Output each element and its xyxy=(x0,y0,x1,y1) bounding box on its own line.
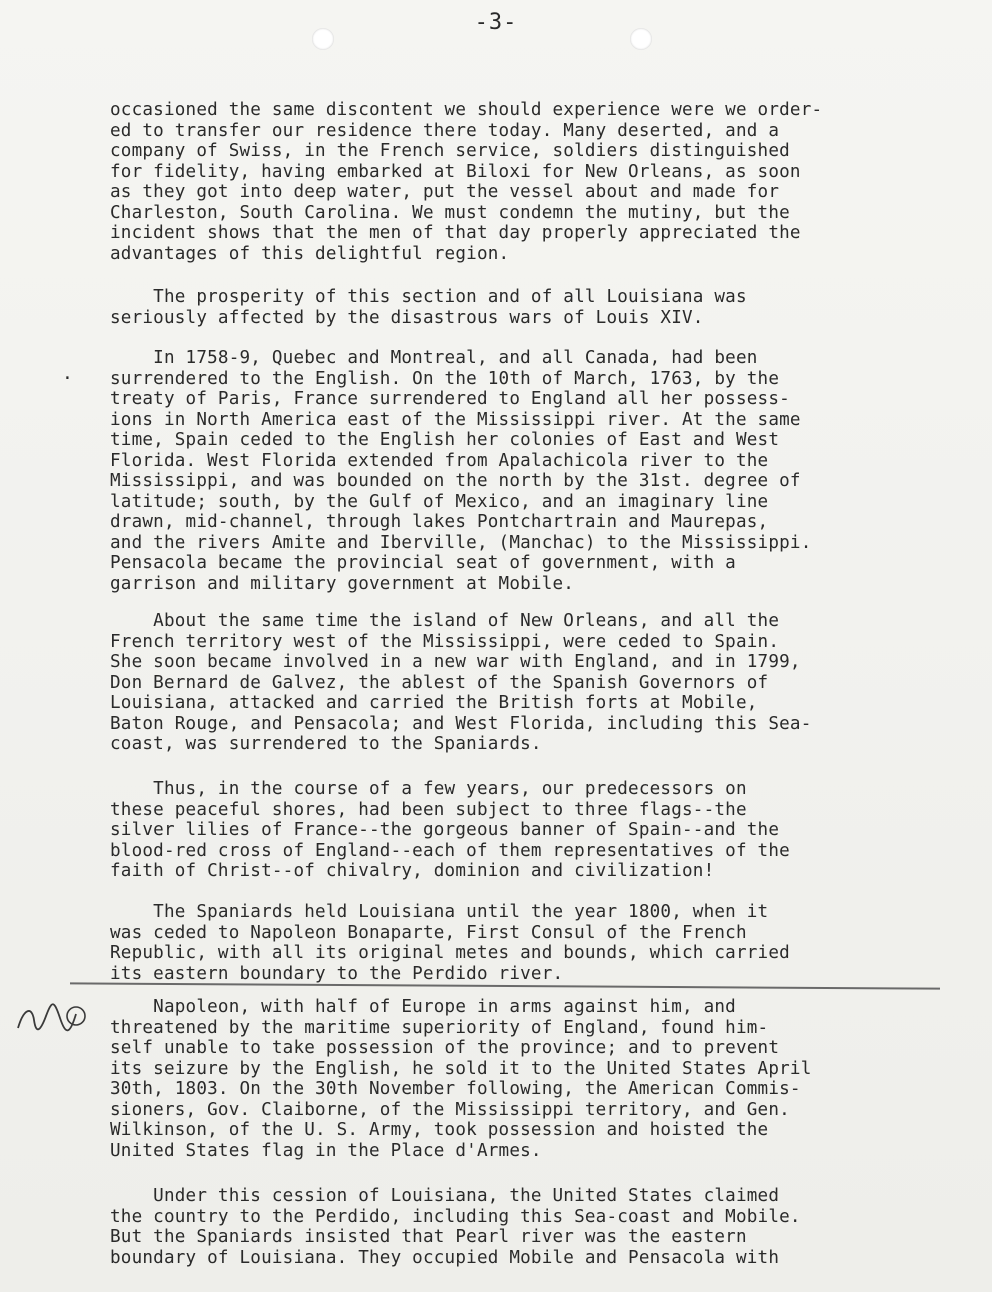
paragraph-2: The prosperity of this section and of all Louisiana was seriously affected by the disastrous wars of Louis XIV. xyxy=(110,287,747,328)
paragraph-8: Under this cession of Louisiana, the United States claimed the country to the Perdido, including this Sea-coast and Mobile. But the Spaniards insisted that Pearl river was the eastern boundary of Louisiana. They occupied Mobile and Pensacola with xyxy=(110,1186,801,1268)
paragraph-4: About the same time the island of New Orleans, and all the French territory west of the Mississippi, were ceded to Spain. She soon became involved in a new war with England, and in 1799, Don Bernard de Galvez, the ablest of the Spanish Governors of Louisiana, attacked and carried the British forts at Mobile, Baton Rouge, and Pensacola; and West Florida, including this Sea- coast, was surrendered to the Spaniards. xyxy=(110,611,812,754)
paragraph-5: Thus, in the course of a few years, our predecessors on these peaceful shores, had been subject to three flags--the silver lilies of France--the gorgeous banner of Spain--and the blood-red cross of England--each of them representatives of the faith of Christ--of chivalry, dominion and civilization! xyxy=(110,779,790,881)
paragraph-1: occasioned the same discontent we should experience were we order- ed to transfer our residence there today. Many deserted, and a company of Swiss, in the French service, soldiers distinguished for fidelity, having embarked at Biloxi for New Orleans, as soon as they got into deep water, put the vessel about and made for Charleston, South Carolina. We must condemn the mutiny, but the incident shows that the men of that day properly appreciated the advantages of this delightful region. xyxy=(110,100,823,264)
page-number: -3- xyxy=(474,10,518,35)
paragraph-7: Napoleon, with half of Europe in arms against him, and threatened by the maritime superiority of England, found him- self unable to take possession of the province; and to prevent its seizure by the English, he sold it to the United States April 30th, 1803. On the 30th November following, the American Commis- sioners, Gov. Claiborne, of the Mississippi territory, and Gen. Wilkinson, of the U. S. Army, took possession and hoisted the United States flag in the Place d'Armes. xyxy=(110,997,812,1161)
stray-mark: · xyxy=(62,368,73,389)
paragraph-6: The Spaniards held Louisiana until the year 1800, when it was ceded to Napoleon Bonaparte, First Consul of the French Republic, with all its original metes and bounds, which carried its eastern boundary to the Perdido river. xyxy=(110,902,790,984)
paragraph-3: In 1758-9, Quebec and Montreal, and all Canada, had been surrendered to the English. On the 10th of March, 1763, by the treaty of Paris, France surrendered to England all her possess- ions in North America east of the Mississippi river. At the same time, Spain ceded to the English her colonies of East and West Florida. West Florida extended from Apalachicola river to the Mississippi, and was bounded on the north by the 31st. degree of latitude; south, by the Gulf of Mexico, and an imaginary line drawn, mid-channel, through lakes Pontchartrain and Maurepas, and the rivers Amite and Iberville, (Manchac) to the Mississippi. Pensacola became the provincial seat of government, with a garrison and military government at Mobile. xyxy=(110,348,812,594)
handwritten-margin-mark xyxy=(10,988,90,1038)
